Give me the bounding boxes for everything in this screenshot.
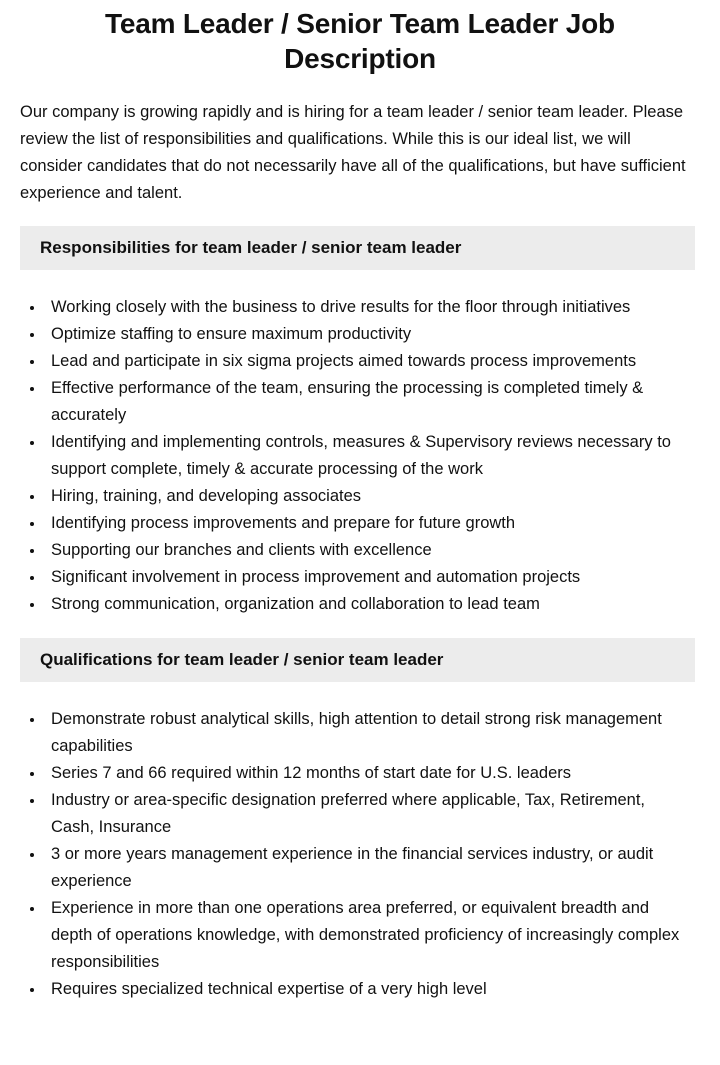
section-heading: Qualifications for team leader / senior team leader — [20, 638, 695, 682]
page-title: Team Leader / Senior Team Leader Job Description — [105, 8, 615, 74]
section-heading: Responsibilities for team leader / senior team leader — [20, 226, 695, 270]
list-item: • Identifying process improvements and prepare for future growth — [45, 510, 685, 537]
job-section — [0, 226, 720, 618]
list-item: • Supporting our branches and clients with excellence — [45, 537, 685, 564]
list-item: • Working closely with the business to drive results for the floor through initiatives — [45, 294, 685, 321]
list-item: • Identifying and implementing controls, measures & Supervisory reviews necessary to support complete, timely & accurate processing of the work — [45, 429, 685, 483]
list-item: • Demonstrate robust analytical skills, high attention to detail strong risk management capabilities — [45, 706, 685, 760]
list-item: • Significant involvement in process improvement and automation projects — [45, 564, 685, 591]
list-item: • Series 7 and 66 required within 12 months of start date for U.S. leaders — [45, 760, 685, 787]
list-item: • Effective performance of the team, ensuring the processing is completed timely & accurately — [45, 375, 685, 429]
bullet-list — [20, 706, 685, 1003]
job-section — [0, 638, 720, 1003]
list-item: • Experience in more than one operations area preferred, or equivalent breadth and depth of operations knowledge, with demonstrated proficiency of increasingly complex responsibilities — [45, 895, 685, 976]
list-item: • Industry or area-specific designation preferred where applicable, Tax, Retirement, Cash, Insurance — [45, 787, 685, 841]
list-item: • Optimize staffing to ensure maximum productivity — [45, 321, 685, 348]
list-item: • 3 or more years management experience in the financial services industry, or audit experience — [45, 841, 685, 895]
list-item: • Hiring, training, and developing associates — [45, 483, 685, 510]
list-item: • Requires specialized technical expertise of a very high level — [45, 976, 685, 1003]
list-item: • Strong communication, organization and collaboration to lead team — [45, 591, 685, 618]
bullet-list — [20, 294, 685, 618]
sections-container — [0, 226, 720, 1003]
list-item: • Lead and participate in six sigma projects aimed towards process improvements — [45, 348, 685, 375]
intro-paragraph: Our company is growing rapidly and is hiring for a team leader / senior team leader. Please review the list of responsibilities and qualifications. While this is our ideal list, we will consider candidates that do not necessarily have all of the qualifications, but have sufficient experience and talent. — [20, 103, 686, 202]
